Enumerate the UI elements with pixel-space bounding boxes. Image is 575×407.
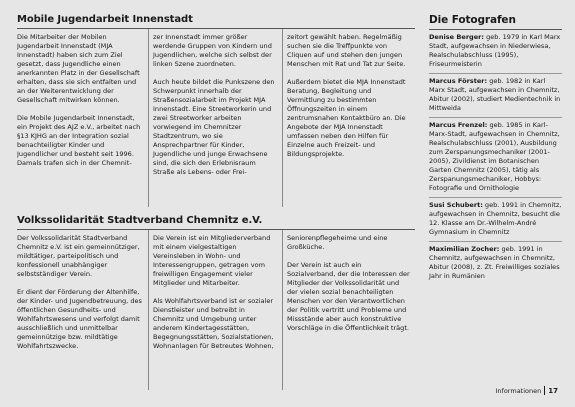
mja-column-1 bbox=[17, 29, 149, 207]
photographer-entry bbox=[429, 30, 562, 74]
photographer-name: Denise Berger: bbox=[429, 33, 485, 41]
photographer-bio: geb. 1985 in Karl-Marx-Stadt, aufgewachsen in Chemnitz, Realschulabschluss (2001), Ausbildung zum Zerspanungsmechaniker (2001-2005), Zivildienst im Botanischen Garten Chemnitz (2005), tätig als Zerspanungsmechaniker, Hobbys: Fotografie und Ornithologie bbox=[429, 121, 560, 192]
page-footer bbox=[496, 386, 559, 395]
vs-col3-paragraph-1: Seniorenpflegeheime und eine Großküche. bbox=[287, 234, 388, 251]
mja-col3-paragraph-1: zeitort gewählt haben. Regelmäßig suchen sie die Treffpunkte von Cliquen auf und stehen den jungen Menschen mit Rat und Tat zur Seite. bbox=[287, 33, 406, 68]
photographer-bio: geb. 1991 in Chemnitz, aufgewachsen in Chemnitz, Abitur (2008), z. Zt. Freiwilliges soziales Jahr in Rumänien bbox=[429, 245, 560, 280]
photographer-entry bbox=[429, 198, 562, 242]
photographer-name: Susi Schubert: bbox=[429, 201, 483, 209]
page-number: 17 bbox=[548, 386, 558, 395]
photographer-bio: geb. 1991 in Chemnitz, aufgewachsen in Chemnitz, besucht die 12. Klasse am Dr.-Wilhelm-André Gymnasium in Chemnitz bbox=[429, 201, 562, 236]
vs-heading: Volkssolidarität Stadtverband Chemnitz e.V. bbox=[17, 215, 415, 230]
photographer-bio: geb. 1979 in Karl Marx Stadt, aufgewachsen in Niederwiesa, Realschulabschluss (1995), Friseurmeisterin bbox=[429, 33, 561, 68]
vs-column-1 bbox=[17, 230, 149, 390]
mja-col3-paragraph-2: Außerdem bietet die MJA Innenstadt Beratung, Begleitung und Vermittlung zu bestimmten Öffnungszeiten in einem zentrumsnahen Kontaktbüro an. Die Angebote der MJA Innenstadt umfassen neben den Hilfen für Einzelne auch Freizeit- und Bildungsprojekte. bbox=[287, 78, 406, 158]
mja-column-3 bbox=[283, 29, 415, 207]
mja-column-2 bbox=[149, 29, 283, 207]
vs-col3-paragraph-2: Der Verein ist auch ein Sozialverband, der die Interessen der Mitglieder der Volkssolidarität und der vielen sozial benachteiligten Menschen vor den Verantwortlichen der Politik vertritt und Probleme und Missstände aber auch konstruktive Vorschläge in die Öffentlichkeit trägt. bbox=[287, 261, 410, 332]
footer-section-label: Informationen bbox=[495, 386, 542, 395]
vs-column-3 bbox=[283, 230, 415, 390]
photographers-section bbox=[429, 14, 562, 285]
vs-col2-paragraph-1: Die Verein ist ein Mitgliederverband mit einem vielgestaltigen Vereinsleben in Wohn- und Interessengruppen, getragen vom freiwilligen Engagement vieler Mitglieder und Mitarbeiter. bbox=[153, 234, 271, 287]
photographer-name: Marcus Frenzel: bbox=[429, 121, 488, 129]
photographers-heading: Die Fotografen bbox=[429, 14, 562, 30]
photographer-entry bbox=[429, 74, 562, 118]
vs-col1-paragraph-2: Er dient der Förderung der Altenhilfe, der Kinder- und Jugendbetreuung, des öffentlichen Gesundheits- und Wohlfahrtswesens und verfolgt damit ausschließlich und unmittelbar gemeinnützige bzw. mildtätige Wohlfahrtszwecke. bbox=[17, 288, 142, 350]
vs-col2-paragraph-2: Als Wohlfahrtsverband ist er sozialer Dienstleister und betreibt in Chemnitz und Umgebung unter anderem Kindertagesstätten, Begegnungsstätten, Sozialstationen, Wohnanlagen für Betreutes Wohnen, bbox=[153, 297, 274, 350]
mja-heading: Mobile Jugendarbeit Innenstadt bbox=[17, 14, 415, 29]
photographer-name: Maximilian Zocher: bbox=[429, 245, 500, 253]
mja-col2-paragraph-2: Auch heute bildet die Punkszene den Schwerpunkt innerhalb der Straßensozialarbeit im Projekt MJA Innenstadt. Eine Streetworkerin und zwei Streetworker arbeiten vorwiegend im Chemnitzer Stadtzentrum, wo sie Ansprechpartner für Kinder, Jugendliche und junge Erwachsene sind, die sich den Erlebnisraum Straße als Lebens- oder Frei- bbox=[153, 78, 275, 176]
photographer-entry bbox=[429, 242, 562, 285]
footer-divider bbox=[544, 386, 545, 395]
photographer-name: Marcus Förster: bbox=[429, 77, 488, 85]
vs-column-2 bbox=[149, 230, 283, 390]
mja-col2-paragraph-1: zer Innenstadt immer größer werdende Gruppen von Kindern und Jugendlichen, welche sich selbst der linken Szene zuordneten. bbox=[153, 33, 272, 68]
photographer-bio: geb. 1982 in Karl Marx Stadt, aufgewachsen in Chemnitz, Abitur (2002), studiert Medientechnik in Mittweida bbox=[429, 77, 561, 112]
vs-col1-paragraph-1: Der Volkssolidarität Stadtverband Chemnitz e.V. ist ein gemeinnütziger, mildtätiger, parteipolitisch und konfessionell unabhängiger selbstständiger Verein. bbox=[17, 234, 140, 278]
mja-col1-paragraph-1: Die Mitarbeiter der Mobilen Jugendarbeit Innenstadt (MJA Innenstadt) haben sich zum Ziel gesetzt, dass Jugendliche einen anerkannten Platz in der Gesellschaft erhalten, dass sie sich entfalten und an der Weiterentwicklung der Gesellschaft mitwirken können. bbox=[17, 33, 140, 104]
mja-section bbox=[17, 14, 415, 207]
vs-section bbox=[17, 215, 415, 390]
mja-col1-paragraph-2: Die Mobile Jugendarbeit Innenstadt, ein Projekt des AJZ e.V., arbeitet nach §13 KJHG an der Integration sozial benachteiligter Kinder und Jugendlicher und besteht seit 1996. Damals trafen sich in der Chemnit- bbox=[17, 114, 141, 167]
photographer-entry bbox=[429, 118, 562, 198]
